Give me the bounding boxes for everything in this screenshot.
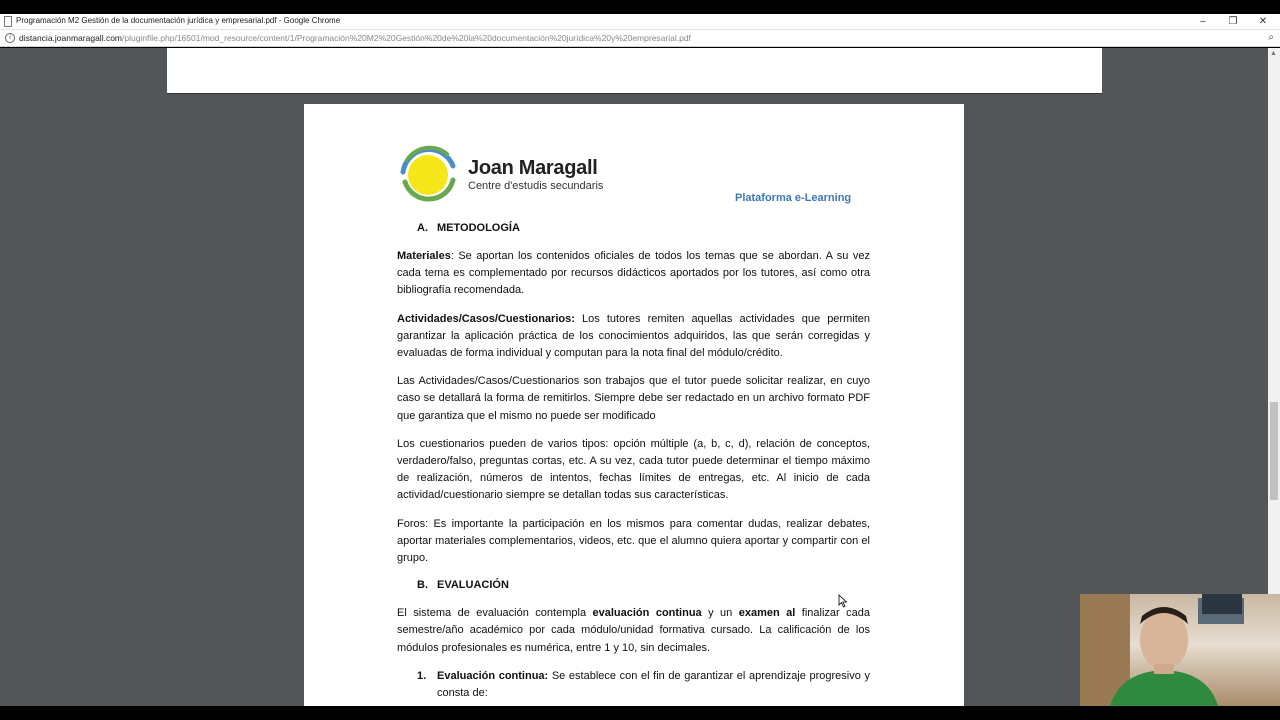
paragraph-materiales — [397, 248, 870, 300]
scrollbar-thumb[interactable] — [1270, 402, 1278, 500]
pdf-viewer[interactable] — [0, 48, 1268, 706]
paragraph-entrega: Las Actividades/Casos/Cuestionarios son trabajos que el tutor puede solicitar realizar, en cuyo caso se detallará la forma de remitirlos. Siempre debe ser redactado en un archivo formato PDF que garantiza que el mismo no puede ser modificado — [397, 375, 870, 422]
platform-label: Plataforma e-Learning — [735, 192, 852, 204]
restore-button[interactable]: ❐ — [1228, 16, 1238, 27]
text-run: El sistema de evaluación contempla — [397, 607, 593, 620]
paragraph-evaluacion — [397, 605, 870, 657]
section-heading-a — [397, 220, 870, 237]
zoom-icon[interactable]: ⌕ — [1268, 32, 1274, 43]
info-icon[interactable]: i — [5, 33, 15, 43]
term-bold: Materiales — [397, 250, 451, 262]
section-letter: B. — [417, 579, 428, 592]
document-icon — [4, 16, 12, 27]
logo-emblem-icon — [397, 142, 461, 204]
bottom-black-bar — [0, 706, 1280, 720]
term-bold: examen al — [738, 607, 796, 620]
section-heading-b — [397, 577, 870, 594]
webcam-overlay — [1080, 594, 1280, 706]
term-bold: Actividades/Casos/Cuestionarios: — [397, 312, 575, 325]
paragraph-cuestionarios: Los cuestionarios pueden de varios tipos: opción múltiple (a, b, c, d), relación de conceptos, verdadero/falso, preguntas cortas, etc. A su vez, cada tutor puede determinar el tiempo máximo de realización, números de intentos, fechas límites de entregas, etc. Al inicio de cada actividad/cuestionario siempre se detallan todas sus características. — [397, 437, 870, 502]
url-host: distancia.joanmaragall.com — [19, 33, 122, 43]
paragraph-foros: Foros: Es importante la participación en los mismos para comentar dudas, realizar debates, aportar materiales complementarios, videos, etc. que el alumno quiera aportar y compartir con el grupo. — [397, 517, 870, 565]
school-logo — [397, 142, 607, 204]
term-bold: Evaluación continua: — [437, 669, 549, 682]
list-item-evaluacion-continua — [397, 668, 870, 702]
paragraph-text: : Se aportan los contenidos oficiales de todos los temas que se abordan. A su vez cada tema es complementado por recursos didácticos aportados por los tutores, así como otra bibliografía recomendada. — [397, 250, 870, 297]
text-run: finalizar cada semestre/año académico por cada módulo/unidad formativa cursado. La calificación de los módulos profesionales es numérica, entre 1 y 10, sin decimales. — [397, 607, 871, 654]
logo-subtitle: Centre d'estudis secundaris — [468, 180, 604, 192]
address-bar[interactable] — [0, 30, 1280, 47]
paragraph-text: Se establece con el fin de garantizar el aprendizaje progresivo y consta de: — [437, 669, 870, 700]
section-letter: A. — [417, 222, 428, 234]
minimize-button[interactable]: – — [1200, 16, 1206, 27]
mouse-cursor-icon — [838, 594, 848, 608]
previous-pdf-page — [167, 48, 1102, 94]
url-text[interactable] — [19, 33, 691, 43]
scroll-up-icon[interactable]: ▲ — [1270, 50, 1277, 57]
term-bold: evaluación continua — [592, 607, 702, 620]
paragraph-actividades — [397, 311, 870, 363]
window-titlebar — [0, 14, 1280, 30]
presenter-video-icon — [1080, 594, 1280, 706]
text-run: y un — [701, 607, 739, 620]
logo-name: Joan Maragall — [468, 157, 598, 179]
section-title: EVALUACIÓN — [437, 579, 509, 592]
document-body — [397, 216, 870, 702]
close-button[interactable]: ✕ — [1258, 16, 1268, 27]
list-number: 1. — [417, 669, 427, 682]
paragraph-text: Los tutores remiten aquellas actividades que permiten garantizar la aplicación práctica de los conocimientos adquiridos, las que serán corregidas y evaluadas de forma individual y computan para la nota final del módulo/crédito. — [397, 312, 870, 360]
section-title: METODOLOGÍA — [437, 222, 520, 234]
window-title: Programación M2 Gestión de la documentación jurídica y empresarial.pdf - Google Chrome — [16, 16, 341, 25]
pdf-page — [304, 104, 964, 706]
url-path: /pluginfile.php/16501/mod_resource/content/1/Programación%20M2%20Gestión%20de%20la%20documentación%20jurídica%20y%20empresarial.pdf — [122, 33, 691, 43]
